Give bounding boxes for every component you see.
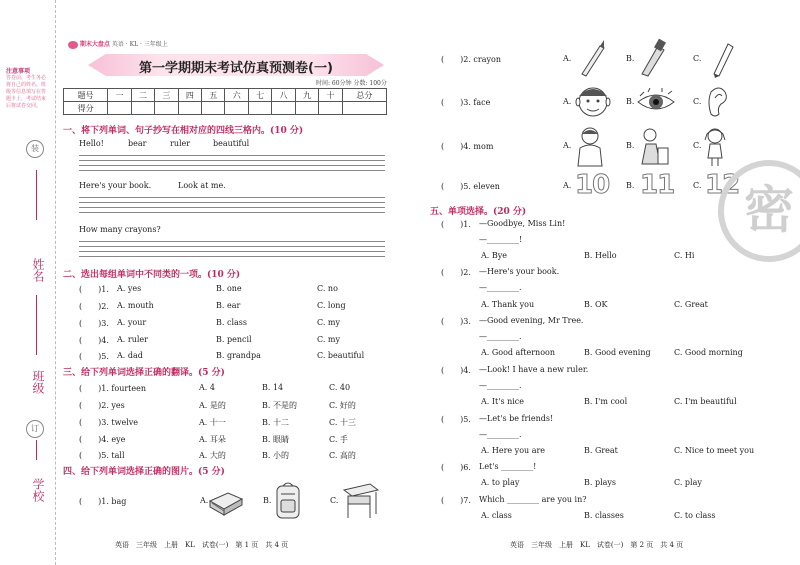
option-a-label: A. <box>563 54 572 63</box>
option-b[interactable]: B. Great <box>584 446 618 455</box>
divider <box>36 440 37 460</box>
table-cell: 得分 <box>64 102 108 115</box>
writing-line <box>79 165 385 166</box>
option-b[interactable]: B. I'm cool <box>584 397 628 406</box>
confidential-stamp: 密 <box>718 160 800 262</box>
option-c-label: C. <box>693 141 702 150</box>
eye-icon[interactable] <box>636 88 676 116</box>
question-text: —Good evening, Mr Tree. <box>479 316 584 325</box>
option-c[interactable]: C. long <box>317 301 346 310</box>
section-2-title: 二、选出每组单词中不同类的一项。(10 分) <box>63 270 241 280</box>
score-cell[interactable] <box>272 102 295 115</box>
number-11[interactable]: 11 <box>640 170 675 200</box>
option-b-label: B. <box>626 181 635 190</box>
option-b[interactable]: B. plays <box>584 478 617 487</box>
writing-line <box>79 197 385 198</box>
option-b[interactable]: B. grandpa <box>216 351 261 360</box>
ear-icon[interactable] <box>703 84 733 120</box>
response-blank[interactable]: —________! <box>479 235 523 244</box>
option-c-label: C. <box>693 54 702 63</box>
option-a[interactable]: A. 耳朵 <box>199 435 226 444</box>
desk-icon[interactable] <box>340 480 380 520</box>
question-number: ( )4. <box>79 336 109 345</box>
writing-line <box>79 256 385 257</box>
option-a[interactable]: A. Thank you <box>481 300 535 309</box>
question-number: ( )4. eye <box>79 435 126 444</box>
question-number: ( )6. <box>441 463 471 472</box>
writing-line <box>79 241 385 242</box>
question-number: ( )4. <box>441 366 471 375</box>
copy-word: Hello! <box>79 139 104 148</box>
writing-line <box>79 246 385 247</box>
table-row <box>64 102 387 115</box>
option-b-label: B. <box>626 54 635 63</box>
table-cell: 六 <box>225 89 248 102</box>
option-a[interactable]: A. class <box>481 511 512 520</box>
books-icon[interactable] <box>208 483 244 517</box>
option-c[interactable]: C. I'm beautiful <box>674 397 737 406</box>
backpack-icon[interactable] <box>273 480 303 520</box>
seal-mark: 装 <box>26 140 44 158</box>
face-icon[interactable] <box>573 84 613 118</box>
section-4-title: 四、给下列单词选择正确的图片。(5 分) <box>63 467 225 477</box>
series-logo-icon <box>68 41 78 49</box>
question-number: ( )2. yes <box>79 401 125 410</box>
option-a[interactable]: A. 是的 <box>199 401 226 410</box>
time-info: 时间: 60分钟 分数: 100分 <box>316 80 387 87</box>
notes-block <box>6 68 50 110</box>
writing-line <box>79 212 385 213</box>
writing-line <box>79 160 385 161</box>
seal-mark: 订 <box>26 420 44 438</box>
question-number: ( )3. twelve <box>79 418 139 427</box>
footer-right: 英语 三年级 上册 KL 试卷(一) 第 2 页 共 4 页 <box>510 541 684 549</box>
notes-text: 答卷前，考生务必将自己的姓名、班级等信息填写在答题卡上，考试结束后将试卷交回。 <box>6 75 47 109</box>
pen-icon[interactable] <box>636 38 666 78</box>
table-cell: 二 <box>131 89 154 102</box>
copy-sentence: Look at me. <box>178 181 226 190</box>
option-b[interactable]: B. Good evening <box>584 348 651 357</box>
page-title: 第一学期期末考试仿真预测卷(一) <box>139 61 333 76</box>
copy-sentence: Here's your book. <box>79 181 152 190</box>
table-cell: 一 <box>108 89 131 102</box>
footer-left: 英语 三年级 上册 KL 试卷(一) 第 1 页 共 4 页 <box>115 541 289 549</box>
question-number: ( )2. crayon <box>441 55 501 64</box>
option-a[interactable]: A. yes <box>117 284 142 293</box>
option-b[interactable]: B. 十二 <box>262 418 289 427</box>
option-a[interactable]: A. your <box>117 318 147 327</box>
table-cell: 九 <box>295 89 318 102</box>
question-number: ( )3. face <box>441 98 491 107</box>
score-cell[interactable] <box>342 102 386 115</box>
option-b[interactable]: B. Hello <box>584 251 617 260</box>
option-b[interactable]: B. classes <box>584 511 624 520</box>
series-name: 期末大盘点 <box>79 41 110 48</box>
option-c[interactable]: C. my <box>317 318 341 327</box>
option-c[interactable]: C. 好的 <box>329 401 356 410</box>
question-number: ( )5. <box>441 415 471 424</box>
question-number: ( )5. tall <box>79 451 125 460</box>
question-text: —Let's be friends! <box>479 414 554 423</box>
table-cell: 题号 <box>64 89 108 102</box>
question-number: ( )2. <box>441 268 471 277</box>
option-b[interactable]: B. class <box>216 318 247 327</box>
writing-line <box>79 207 385 208</box>
table-cell: 总分 <box>342 89 386 102</box>
option-c[interactable]: C. 手 <box>329 435 348 444</box>
writing-line <box>79 251 385 252</box>
question-number: ( )1. <box>79 285 109 294</box>
option-a[interactable]: A. Here you are <box>481 446 546 455</box>
option-c[interactable]: C. Good morning <box>674 348 743 357</box>
copy-sentence: How many crayons? <box>79 225 161 234</box>
option-b[interactable]: B. 小的 <box>262 451 289 460</box>
option-c[interactable]: C. my <box>317 335 341 344</box>
question-number: ( )3. <box>79 319 109 328</box>
option-a[interactable]: A. 大的 <box>199 451 226 460</box>
question-text: Which ________ are you in? <box>479 495 587 504</box>
question-text: —Look! I have a new ruler. <box>479 365 589 374</box>
score-cell[interactable] <box>108 102 131 115</box>
table-cell: 八 <box>272 89 295 102</box>
number-12[interactable]: 12 <box>705 170 740 200</box>
response-blank[interactable]: —________. <box>479 430 522 439</box>
question-text: —Goodbye, Miss Lin! <box>479 219 566 228</box>
option-a[interactable]: A. dad <box>117 351 143 360</box>
binding-strip <box>0 0 56 565</box>
option-a-label: A. <box>200 496 209 505</box>
option-a-label: A. <box>563 141 572 150</box>
name-line <box>36 295 37 355</box>
option-b-label: B. <box>626 97 635 106</box>
score-cell[interactable] <box>178 102 201 115</box>
option-b[interactable]: B. ear <box>216 301 241 310</box>
option-c[interactable]: C. 十三 <box>329 418 356 427</box>
option-b-label: B. <box>626 141 635 150</box>
table-cell: 五 <box>202 89 225 102</box>
section-5-title: 五、单项选择。(20 分) <box>430 207 527 217</box>
class-label: 班级 <box>31 370 45 394</box>
option-b[interactable]: B. pencil <box>216 335 252 344</box>
header-strip <box>68 39 168 49</box>
option-c[interactable]: C. to class <box>674 511 716 520</box>
writing-line <box>79 202 385 203</box>
option-a-label: A. <box>563 97 572 106</box>
option-a-label: A. <box>563 181 572 190</box>
option-c-label: C. <box>693 181 702 190</box>
option-c[interactable]: C. 40 <box>329 383 351 392</box>
section-3-title: 三、给下列单词选择正确的翻译。(5 分) <box>63 368 225 378</box>
option-b[interactable]: B. OK <box>584 300 608 309</box>
option-b[interactable]: B. 14 <box>262 383 284 392</box>
man-icon[interactable] <box>573 126 607 168</box>
question-number: ( )4. mom <box>441 142 494 151</box>
question-text: —Here's your book. <box>479 267 560 276</box>
option-a[interactable]: A. It's nice <box>481 397 525 406</box>
score-cell[interactable] <box>131 102 154 115</box>
option-c[interactable]: C. beautiful <box>317 351 365 360</box>
writing-line <box>79 170 385 171</box>
option-c[interactable]: C. 高的 <box>329 451 356 460</box>
table-row <box>64 89 387 102</box>
score-cell[interactable] <box>225 102 248 115</box>
question-number: ( )1. <box>441 220 471 229</box>
option-a[interactable]: A. mouth <box>117 301 154 310</box>
option-c[interactable]: C. play <box>674 478 702 487</box>
number-10[interactable]: 10 <box>575 170 610 200</box>
school-label: 学校 <box>31 478 45 502</box>
response-blank[interactable]: —________. <box>479 381 522 390</box>
score-table <box>63 88 387 115</box>
table-cell: 七 <box>248 89 271 102</box>
score-cell[interactable] <box>248 102 271 115</box>
question-number: ( )5. <box>79 352 109 361</box>
copy-word: ruler <box>170 139 191 148</box>
option-b-label: B. <box>263 496 272 505</box>
notes-title: 注意事项 <box>6 68 31 75</box>
divider <box>36 170 37 220</box>
crayon-icon[interactable] <box>576 38 606 78</box>
question-number: ( )1. fourteen <box>79 384 147 393</box>
option-c-label: C. <box>693 97 702 106</box>
subject-info: 英语 · KL · 三年级上 <box>111 41 168 48</box>
option-c[interactable]: C. Nice to meet you <box>674 446 755 455</box>
option-b[interactable]: B. 不是的 <box>262 401 297 410</box>
writing-line <box>79 155 385 156</box>
option-b[interactable]: B. 眼睛 <box>262 435 289 444</box>
copy-word: bear <box>128 139 147 148</box>
option-b[interactable]: B. one <box>216 284 242 293</box>
table-cell: 十 <box>319 89 342 102</box>
girl-icon[interactable] <box>700 126 730 168</box>
table-cell: 三 <box>155 89 178 102</box>
option-a[interactable]: A. 4 <box>199 383 215 392</box>
copy-word: beautiful <box>213 139 250 148</box>
response-blank[interactable]: —________. <box>479 332 522 341</box>
question-number: ( )7. <box>441 496 471 505</box>
option-a[interactable]: A. to play <box>481 478 520 487</box>
response-blank[interactable]: —________. <box>479 283 522 292</box>
option-a[interactable]: A. 十一 <box>199 418 226 427</box>
option-a[interactable]: A. Good afternoon <box>481 348 555 357</box>
option-a[interactable]: A. Bye <box>481 251 507 260</box>
pencil-icon[interactable] <box>706 38 736 78</box>
table-cell: 四 <box>178 89 201 102</box>
score-cell[interactable] <box>295 102 318 115</box>
section-1-title: 一、将下列单词、句子抄写在相对应的四线三格内。(10 分) <box>63 126 304 136</box>
option-c-label: C. <box>330 496 339 505</box>
option-c[interactable]: C. no <box>317 284 338 293</box>
grandma-icon[interactable] <box>636 126 670 168</box>
question-number: ( )2. <box>79 302 109 311</box>
option-a[interactable]: A. ruler <box>117 335 148 344</box>
name-label: 姓名 <box>31 258 45 282</box>
option-c[interactable]: C. Hi <box>674 251 695 260</box>
question-number: ( )5. eleven <box>441 182 500 191</box>
question-text: Let's ________! <box>479 462 537 471</box>
score-cell[interactable] <box>319 102 342 115</box>
score-cell[interactable] <box>155 102 178 115</box>
score-cell[interactable] <box>202 102 225 115</box>
question-number: ( )3. <box>441 317 471 326</box>
question-number: ( )1. bag <box>79 497 127 506</box>
option-c[interactable]: C. Great <box>674 300 708 309</box>
